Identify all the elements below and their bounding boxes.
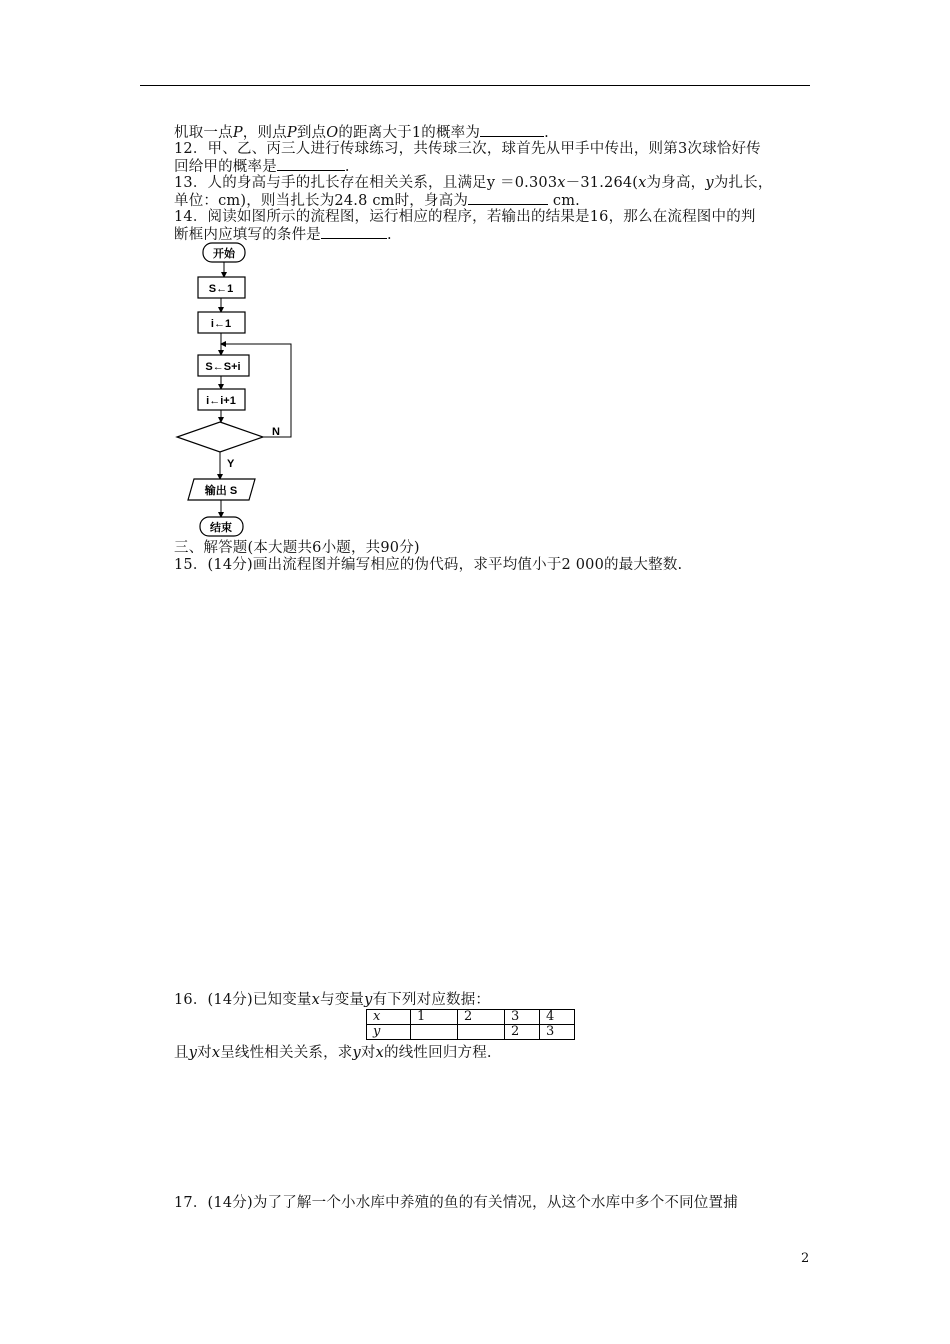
table-cell: 4 — [540, 1010, 575, 1025]
table-cell: 3 — [505, 1010, 540, 1025]
q14-line1: 14．阅读如图所示的流程图，运行相应的程序，若输出的结果是16，那么在流程图中的判 — [174, 209, 756, 225]
table-cell: 2 — [505, 1025, 540, 1040]
q12-line2: 回给甲的概率是 . — [174, 159, 350, 175]
flowchart-no-label: N — [272, 426, 280, 438]
answer-blank — [468, 192, 548, 205]
flowchart-start-label: 开始 — [213, 248, 235, 260]
q13-line1: 13．人的身高与手的扎长存在相关关系，且满足y ＝0.303x－31.264(x为身高，y为扎长， — [174, 175, 773, 191]
flowchart-step-i-init: i←1 — [210, 318, 232, 330]
table-row — [367, 1025, 575, 1040]
flowchart-end-label: 结束 — [210, 522, 232, 534]
table-cell: 1 — [411, 1010, 458, 1025]
table-cell — [411, 1025, 458, 1040]
header-rule — [140, 85, 810, 86]
q14-line2: 断框内应填写的条件是 . — [174, 227, 392, 243]
answer-blank — [277, 158, 345, 171]
table-cell: 3 — [540, 1025, 575, 1040]
q17: 17．(14分)为了了解一个小水库中养殖的鱼的有关情况，从这个水库中多个不同位置捕 — [174, 1195, 738, 1211]
flowchart-step-increment: i←i+1 — [206, 395, 236, 407]
table-row — [367, 1010, 575, 1025]
page-number: 2 — [801, 1251, 810, 1266]
q13-line2: 单位：cm)，则当扎长为24.8 cm时，身高为 cm. — [174, 193, 580, 209]
section-3-heading: 三、解答题(本大题共6小题，共90分) — [174, 540, 420, 556]
table-cell: x — [367, 1010, 411, 1025]
flowchart — [170, 238, 310, 543]
q15: 15．(14分)画出流程图并编写相应的伪代码，求平均值小于2 000的最大整数. — [174, 557, 683, 573]
table-cell — [458, 1025, 505, 1040]
flowchart-step-sum: S←S+i — [205, 361, 241, 373]
flowchart-decision-shape — [177, 422, 263, 452]
answer-blank — [321, 226, 387, 239]
q16-intro: 16．(14分)已知变量x与变量y有下列对应数据： — [174, 992, 491, 1008]
q12-line1: 12．甲、乙、丙三人进行传球练习，共传球三次，球首先从甲手中传出，则第3次球恰好传 — [174, 141, 761, 157]
q11-continuation: 机取一点P，则点P到点O的距离大于1的概率为 . — [174, 125, 549, 141]
q16-question: 且y对x呈线性相关关系，求y对x的线性回归方程. — [174, 1045, 492, 1061]
data-table — [366, 1009, 575, 1040]
flowchart-yes-label: Y — [227, 458, 235, 470]
table-cell: 2 — [458, 1010, 505, 1025]
table-cell: y — [367, 1025, 411, 1040]
flowchart-step-s-init: S←1 — [208, 283, 234, 295]
answer-blank — [480, 124, 544, 137]
flowchart-output-label: 输出 S — [204, 485, 238, 497]
